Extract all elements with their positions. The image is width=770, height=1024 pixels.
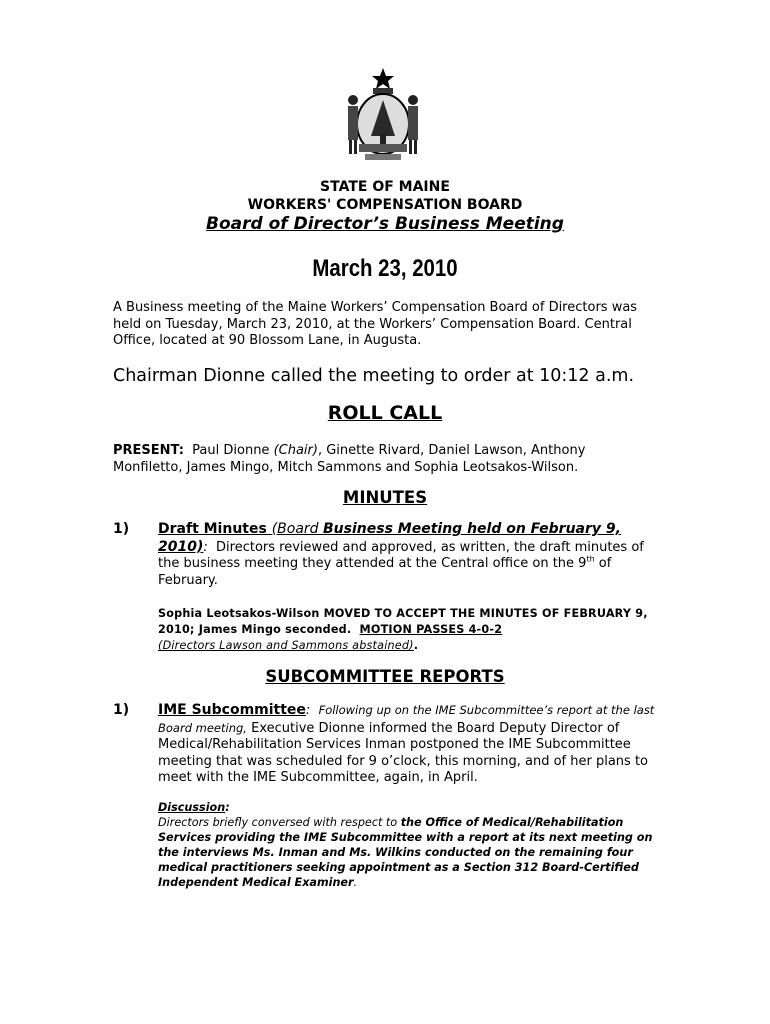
minutes-paren-open: (Board bbox=[271, 521, 324, 537]
discussion-end: . bbox=[353, 876, 358, 889]
minutes-heading: MINUTES bbox=[342, 488, 428, 507]
motion-block bbox=[158, 606, 658, 654]
board-name: WORKERS' COMPENSATION BOARD bbox=[247, 197, 523, 213]
minutes-body-end: of February. bbox=[158, 556, 612, 588]
minutes-paren-bold: Business Meeting held on February 9, 2010) bbox=[158, 521, 621, 555]
roll-call-heading: ROLL CALL bbox=[327, 402, 443, 424]
subcommittee-colon: : bbox=[305, 703, 311, 718]
discussion-bold: the Office of Medical/Rehabilitation Services providing the IME Subcommittee with a report at its next meeting on the interviews Ms. Inman and Ms. Wilkins conducted on the remaining four medical practitioners seeking appointment as a Section 312 Board-Certified Independent Medical Examiner bbox=[158, 816, 653, 889]
subcommittee-item bbox=[158, 702, 658, 787]
minutes-item-title: Draft Minutes bbox=[158, 521, 267, 537]
state-seal-icon bbox=[343, 66, 423, 162]
subcommittee-lead: Following up on the IME Subcommittee’s report at the last Board meeting, bbox=[158, 703, 655, 735]
minutes-item bbox=[158, 521, 658, 589]
minutes-sup: th bbox=[586, 554, 595, 564]
minutes-colon: : bbox=[203, 539, 208, 555]
subcommittee-item-number: 1) bbox=[113, 702, 130, 718]
motion-abstained: (Directors Lawson and Sammons abstained) bbox=[158, 639, 414, 652]
call-to-order: Chairman Dionne called the meeting to order at 10:12 a.m. bbox=[113, 366, 635, 386]
present-names-2: , Ginette Rivard, Daniel Lawson, Anthony Monfiletto, James Mingo, Mitch Sammons and Sophia Leotsakos-Wilson. bbox=[113, 443, 586, 475]
present-paragraph bbox=[113, 443, 658, 476]
minutes-item-number: 1) bbox=[113, 521, 130, 537]
subcommittee-title: IME Subcommittee bbox=[158, 702, 306, 718]
motion-period: . bbox=[413, 639, 419, 652]
state-name: STATE OF MAINE bbox=[320, 179, 450, 195]
discussion-block bbox=[158, 800, 668, 890]
present-label: PRESENT: bbox=[113, 443, 184, 458]
present-names-1: Paul Dionne bbox=[192, 443, 274, 458]
subcommittee-body: Executive Dionne informed the Board Deputy Director of Medical/Rehabilitation Services Inman postponed the IME Subcommittee meeting that was scheduled for 9 o’clock, this morning, and of her plans to meet with the IME Subcommittee, again, in April. bbox=[158, 720, 649, 785]
intro-paragraph: A Business meeting of the Maine Workers’ Compensation Board of Directors was held on Tuesday, March 23, 2010, at the Workers’ Compensation Board. Central Office, located at 90 Blossom Lane, in Augusta. bbox=[113, 300, 638, 348]
discussion-colon: : bbox=[225, 801, 230, 814]
motion-text: Sophia Leotsakos-Wilson MOVED TO ACCEPT THE MINUTES OF FEBRUARY 9, 2010; James Mingo seconded. bbox=[158, 607, 648, 636]
meeting-title: Board of Director’s Business Meeting bbox=[206, 214, 564, 234]
minutes-body: Directors reviewed and approved, as written, the draft minutes of the business meeting they attended at the Central office on the 9 bbox=[158, 539, 644, 571]
motion-result: MOTION PASSES 4-0-2 bbox=[359, 623, 503, 636]
chair-note: (Chair) bbox=[273, 443, 318, 458]
discussion-plain: Directors briefly conversed with respect to bbox=[158, 816, 401, 829]
discussion-label: Discussion bbox=[158, 801, 226, 814]
subcommittee-heading: SUBCOMMITTEE REPORTS bbox=[265, 667, 505, 686]
meeting-date: March 23, 2010 bbox=[312, 255, 458, 282]
